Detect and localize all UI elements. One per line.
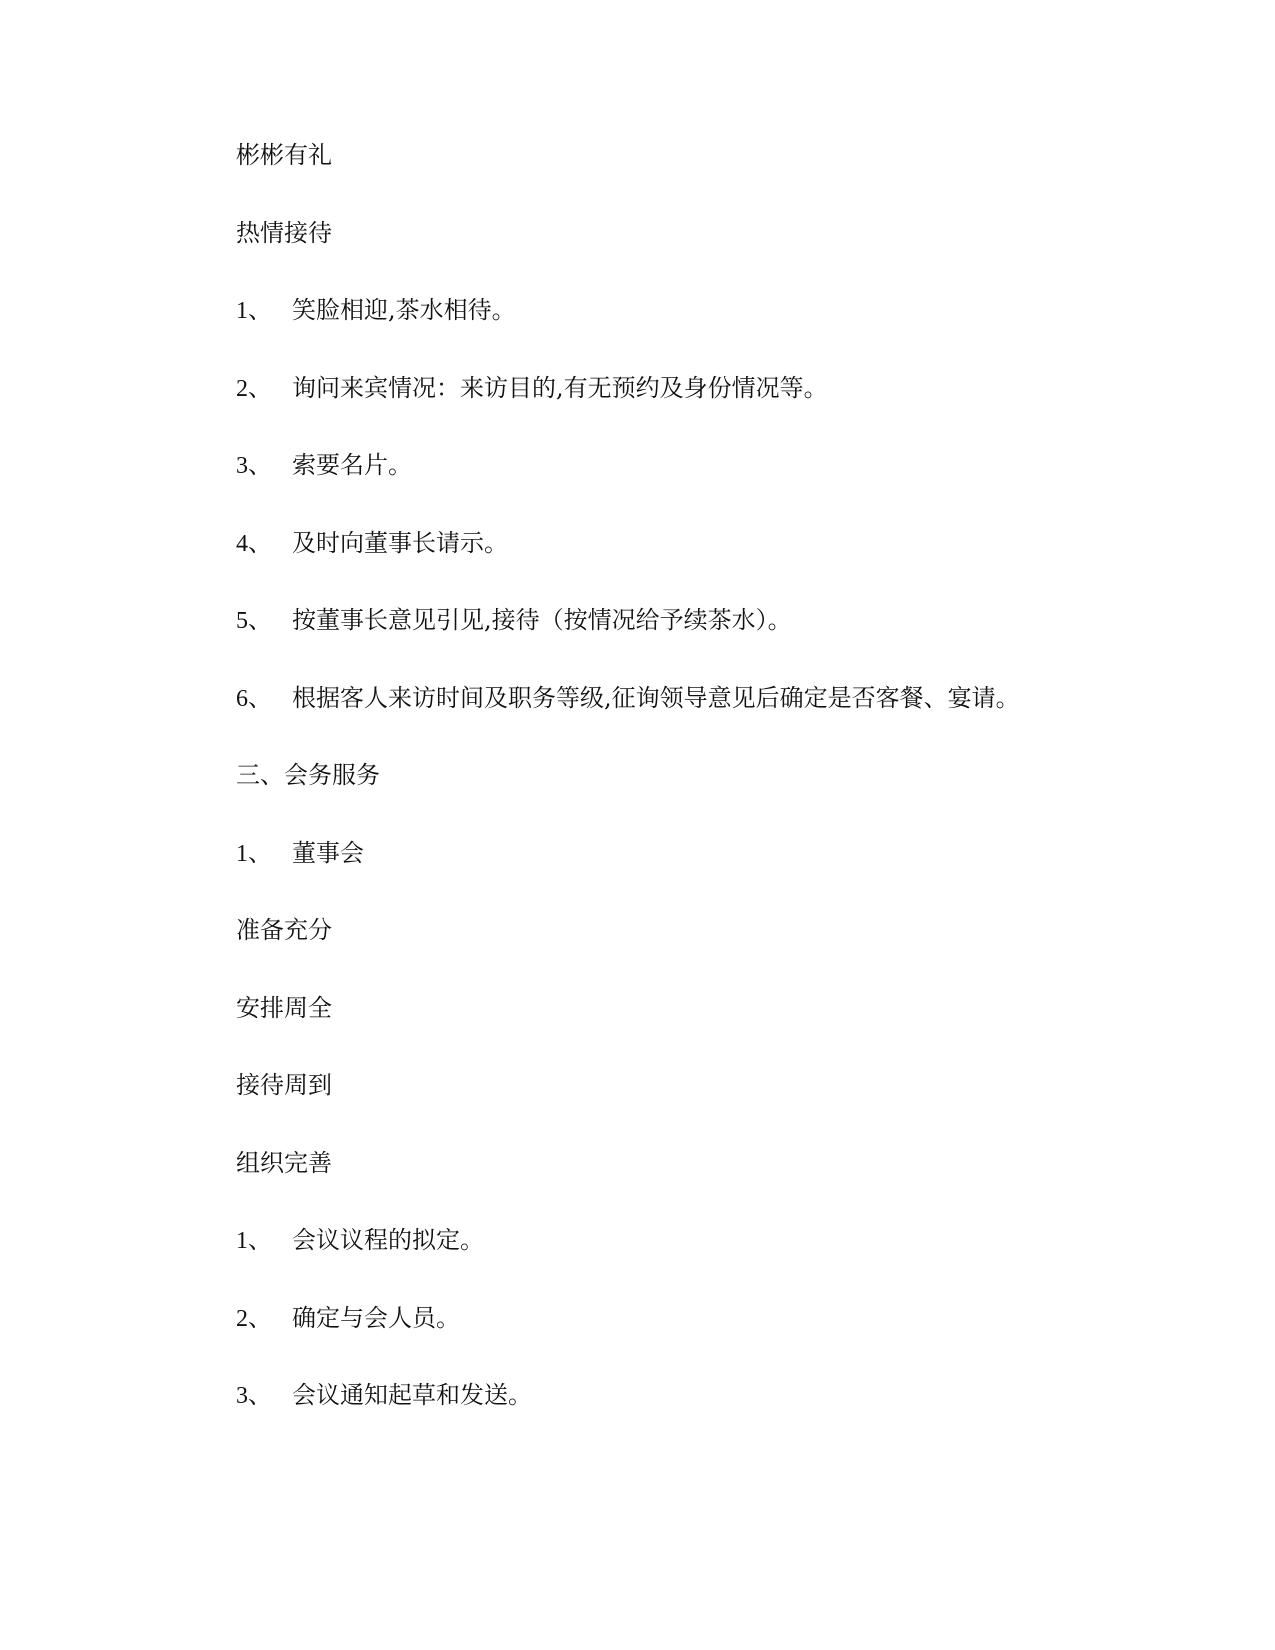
document-body [236, 138, 1136, 1456]
list-item [236, 371, 1136, 449]
list-number: 6、 [236, 685, 272, 712]
list-number: 3、 [236, 453, 272, 479]
list-item [236, 603, 1136, 681]
list-item [236, 293, 1136, 371]
list-item-text: 确定与会人员。 [292, 1303, 460, 1332]
list-item-text: 笑脸相迎,茶水相待。 [292, 296, 516, 324]
line-text: 安排周全 [236, 993, 332, 1022]
list-number: 2、 [236, 1305, 272, 1332]
text-line [236, 991, 1136, 1069]
line-text: 接待周到 [236, 1071, 332, 1099]
list-item-text: 及时向董事长请示。 [292, 528, 508, 557]
list-item [236, 681, 1136, 759]
text-line [236, 216, 1136, 294]
list-item [236, 526, 1136, 604]
line-text: 彬彬有礼 [236, 141, 332, 169]
list-number: 1、 [236, 1228, 272, 1254]
list-item-text: 按董事长意见引见,接待（按情况给予续茶水）。 [292, 606, 792, 634]
text-line [236, 138, 1136, 216]
section-heading-text: 三、会务服务 [236, 761, 380, 789]
line-text: 热情接待 [236, 218, 332, 247]
section-heading [236, 758, 1136, 836]
list-item [236, 1378, 1136, 1456]
list-item-text: 会议议程的拟定。 [292, 1226, 484, 1254]
list-item-text: 询问来宾情况：来访目的,有无预约及身份情况等。 [292, 373, 828, 402]
list-number: 3、 [236, 1383, 272, 1409]
line-text: 组织完善 [236, 1148, 332, 1177]
list-item [236, 1223, 1136, 1301]
list-item [236, 1301, 1136, 1379]
list-number: 4、 [236, 530, 272, 557]
list-item [236, 836, 1136, 914]
list-number: 2、 [236, 375, 272, 402]
text-line [236, 913, 1136, 991]
list-number: 5、 [236, 608, 272, 634]
list-number: 1、 [236, 840, 272, 867]
list-item [236, 448, 1136, 526]
list-item-text: 董事会 [292, 838, 364, 867]
list-item-text: 索要名片。 [292, 451, 412, 479]
line-text: 准备充分 [236, 916, 332, 944]
list-item-text: 根据客人来访时间及职务等级,征询领导意见后确定是否客餐、宴请。 [292, 683, 1020, 712]
text-line [236, 1068, 1136, 1146]
list-item-text: 会议通知起草和发送。 [292, 1381, 532, 1409]
text-line [236, 1146, 1136, 1224]
list-number: 1、 [236, 298, 272, 324]
